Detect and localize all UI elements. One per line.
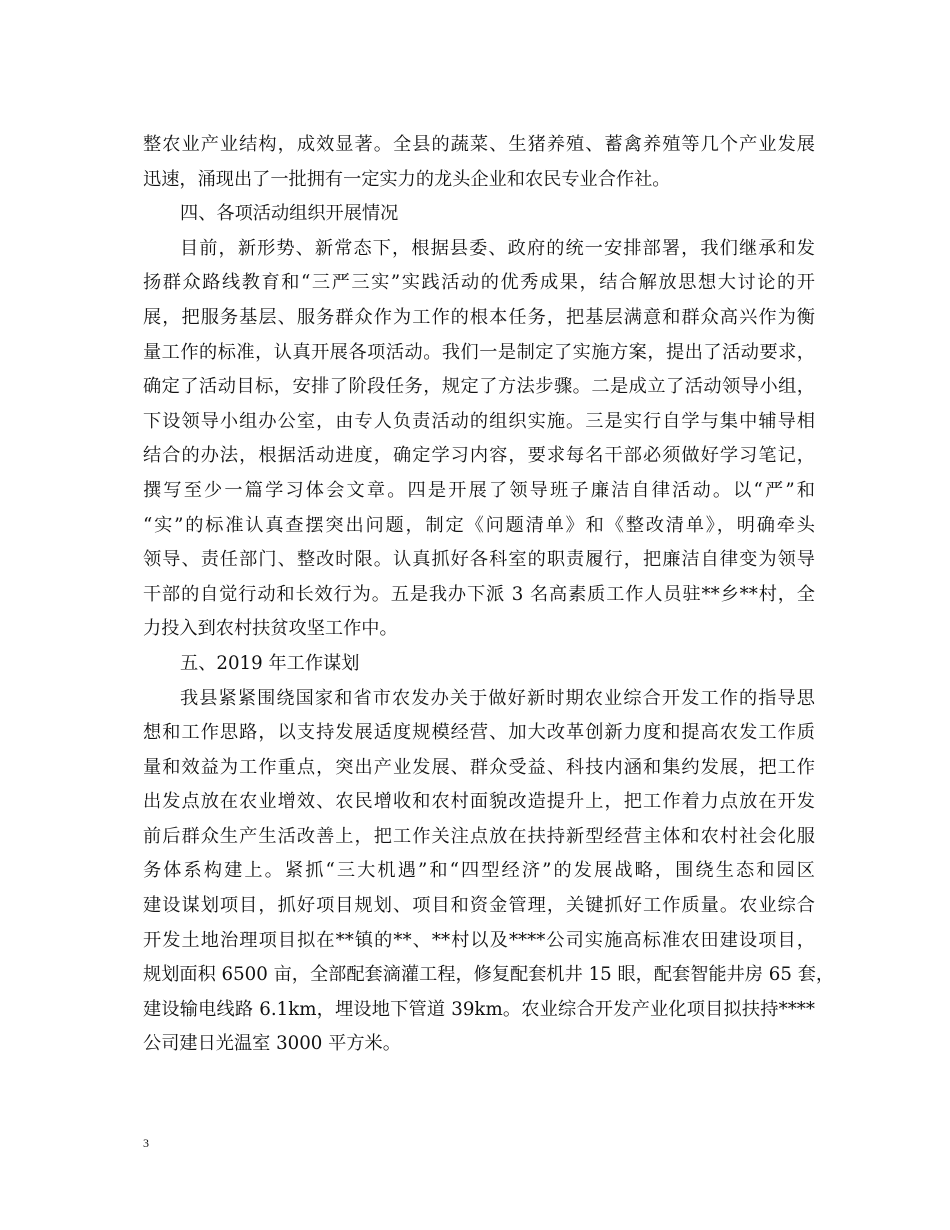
text-line: 想和工作思路，以支持发展适度规模经营、加大改革创新力度和提高农发工作质: [143, 722, 815, 744]
text-line: 量和效益为工作重点，突出产业发展、群众受益、科技内涵和集约发展，把工作: [143, 756, 815, 778]
text-line: 开发土地治理项目拟在**镇的**、**村以及****公司实施高标准农田建设项目，: [143, 929, 815, 951]
text-line: 整农业产业结构，成效显著。全县的蔬菜、生猪养殖、蓄禽养殖等几个产业发展: [143, 134, 815, 155]
text-line: 量工作的标准，认真开展各项活动。我们一是制定了实施方案，提出了活动要求，: [143, 341, 815, 363]
text-line: 迅速，涌现出了一批拥有一定实力的龙头企业和农民专业合作社。: [143, 168, 671, 190]
text-line: 领导、责任部门、整改时限。认真抓好各科室的职责履行，把廉洁自律变为领导: [143, 549, 815, 571]
text-line: 公司建日光温室 3000 平方米。: [143, 1033, 401, 1055]
text-line: 规划面积 6500 亩，全部配套滴灌工程，修复配套机井 15 眼，配套智能井房 65 套，: [143, 964, 835, 986]
document-body: [143, 128, 835, 1062]
text-line: 力投入到农村扶贫攻坚工作中。: [143, 618, 398, 640]
text-line: 干部的自觉行动和长效行为。五是我办下派 3 名高素质工作人员驻**乡**村，全: [143, 583, 815, 605]
text-line: 扬群众路线教育和“三严三实”实践活动的优秀成果，结合解放思想大讨论的开: [143, 272, 815, 294]
text-line: 前后群众生产生活改善上，把工作关注点放在扶持新型经营主体和农村社会化服: [143, 825, 815, 847]
text-line: 结合的办法，根据活动进度，确定学习内容，要求每名干部必须做好学习笔记，: [143, 445, 815, 467]
page-number: 3: [143, 1136, 149, 1150]
text-line: 撰写至少一篇学习体会文章。四是开展了领导班子廉洁自律活动。以“严”和: [143, 479, 815, 501]
text-line: 目前，新形势、新常态下，根据县委、政府的统一安排部署，我们继承和发: [180, 237, 815, 259]
text-line: 建设谋划项目，抓好项目规划、项目和资金管理，关键抓好工作质量。农业综合: [143, 895, 815, 917]
text-line: 建设输电线路 6.1km，埋设地下管道 39km。农业综合开发产业化项目拟扶持****: [143, 998, 815, 1020]
text-line: 确定了活动目标，安排了阶段任务，规定了方法步骤。二是成立了活动领导小组，: [143, 376, 815, 398]
text-line: 务体系构建上。紧抓“三大机遇”和“四型经济”的发展战略，围绕生态和园区: [143, 860, 815, 882]
text-line: 我县紧紧围绕国家和省市农发办关于做好新时期农业综合开发工作的指导思: [180, 687, 815, 709]
text-line: 出发点放在农业增效、农民增收和农村面貌改造提升上，把工作着力点放在开发: [143, 791, 815, 813]
section-heading: 五、2019 年工作谋划: [180, 652, 360, 674]
text-line: 展，把服务基层、服务群众作为工作的根本任务，把基层满意和群众高兴作为衡: [143, 306, 815, 328]
text-line: 下设领导小组办公室，由专人负责活动的组织实施。三是实行自学与集中辅导相: [143, 410, 815, 432]
text-line: “实”的标准认真查摆突出问题，制定《问题清单》和《整改清单》，明确牵头: [143, 514, 815, 536]
section-heading: 四、各项活动组织开展情况: [180, 203, 399, 225]
